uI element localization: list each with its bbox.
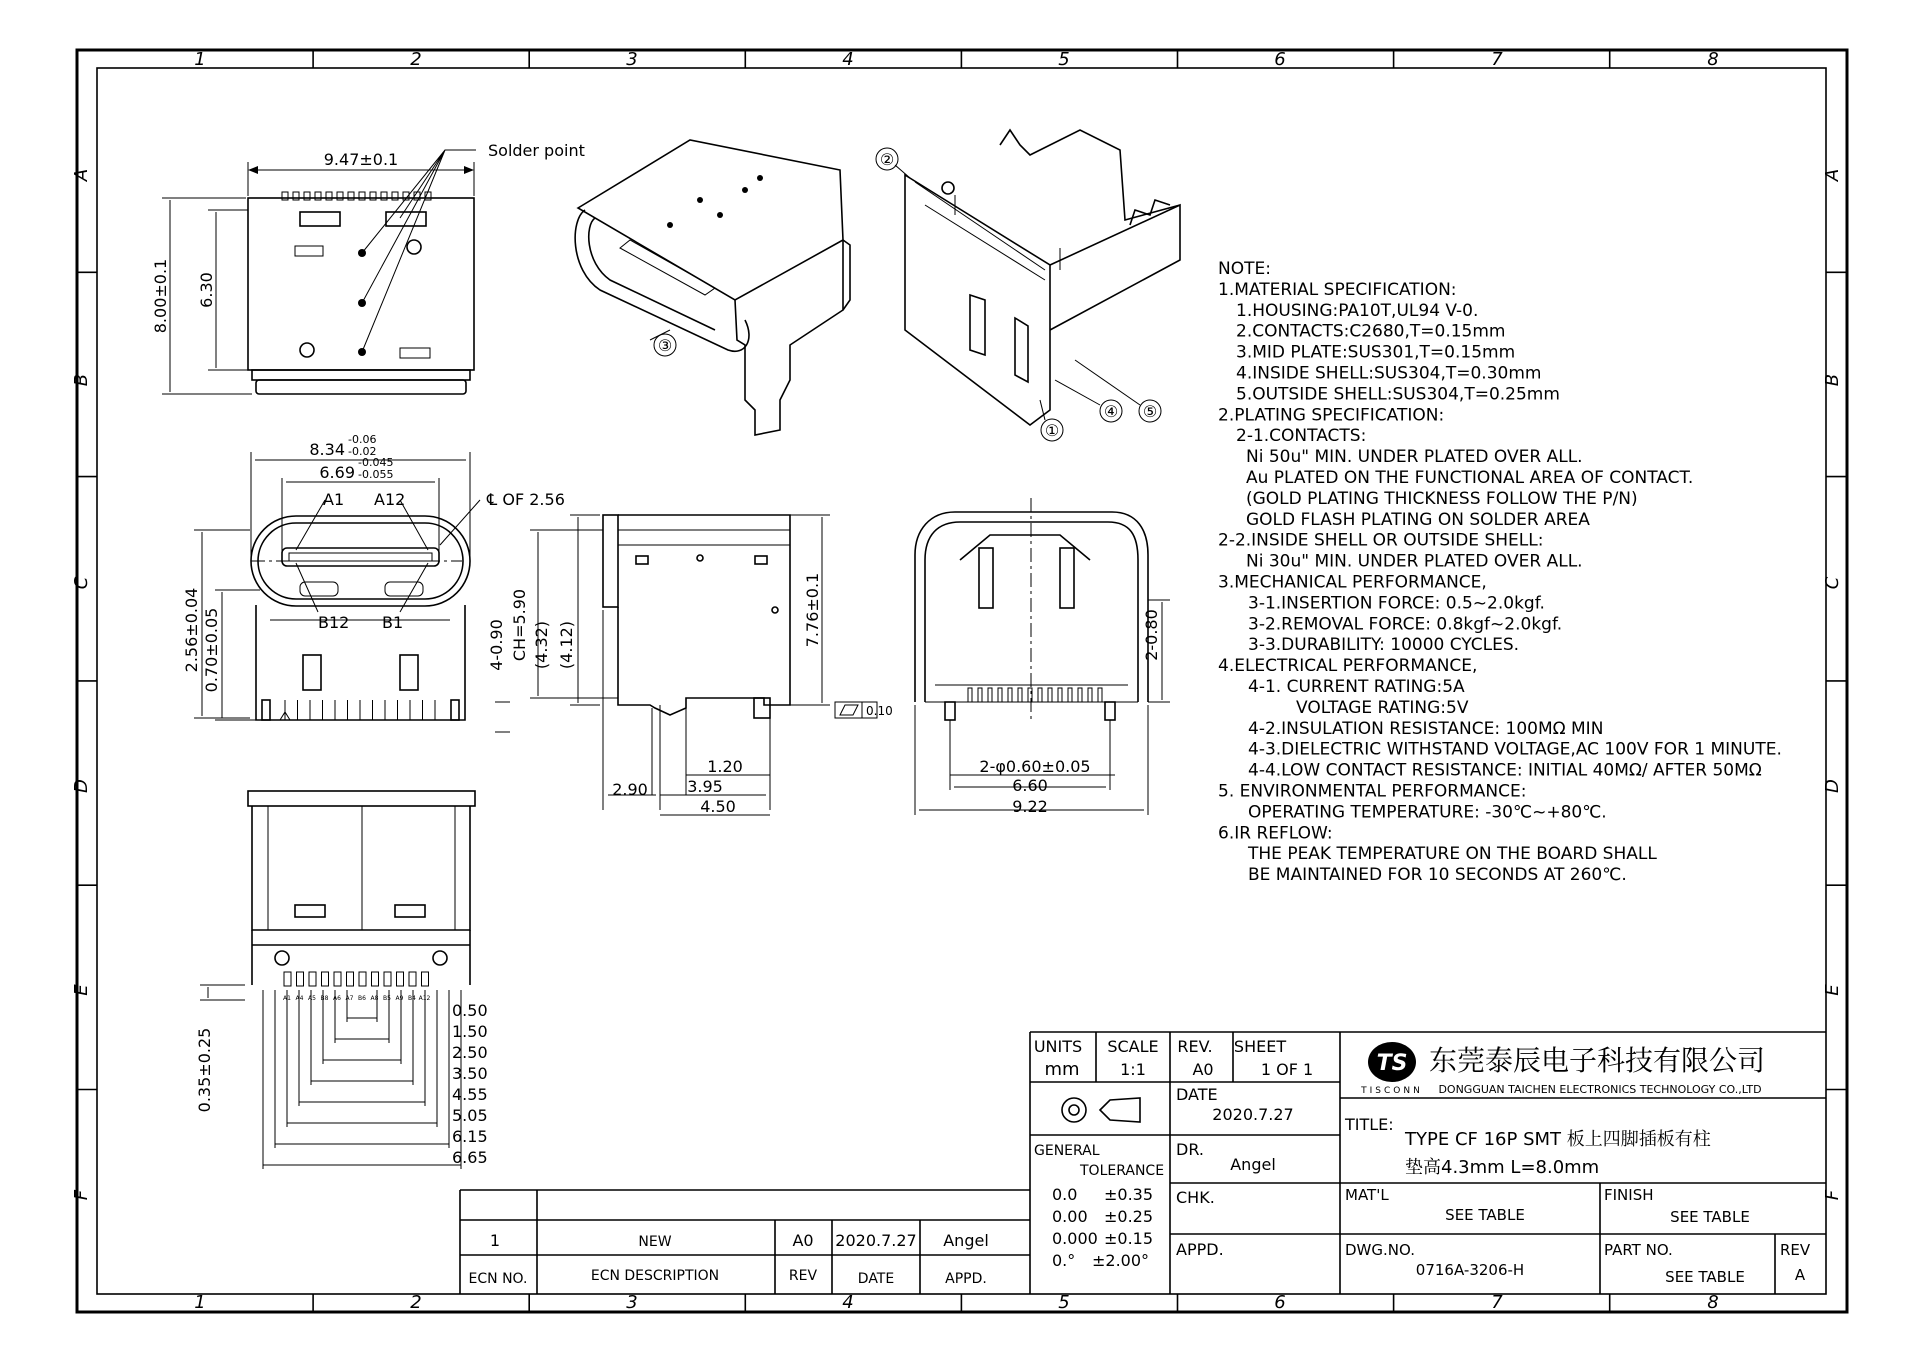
pin-label-a12: A12 (374, 490, 406, 509)
title-line-1: TYPE CF 16P SMT 板上四脚插板有柱 (1405, 1129, 1711, 1150)
row-labels-left (71, 169, 92, 1200)
pin-label-a1: A1 (323, 490, 345, 509)
contact-pin (1018, 688, 1022, 702)
ecn-row-date: 2020.7.27 (835, 1231, 917, 1250)
note-line: 4-4.LOW CONTACT RESISTANCE: INITIAL 40MΩ/ AFTER 50MΩ (1248, 760, 1762, 781)
ecn-row-appd: Angel (943, 1231, 989, 1250)
rear-hole-dim: 2-φ0.60±0.05 (979, 757, 1091, 776)
top-view (151, 141, 585, 394)
pitch-dim-value: 2.50 (452, 1043, 488, 1062)
note-line: 4-2.INSULATION RESISTANCE: 100MΩ MIN (1248, 718, 1604, 739)
tol-val: ±2.00° (1092, 1251, 1150, 1270)
pin-label: B6 (358, 995, 366, 1002)
note-line: 4-1. CURRENT RATING:5A (1248, 677, 1465, 697)
note-line: GOLD FLASH PLATING ON SOLDER AREA (1246, 509, 1590, 530)
isometric-view-front (575, 140, 850, 435)
col-label: 6 (1274, 1292, 1286, 1313)
contact-pin (968, 688, 972, 702)
rev2-value: A (1794, 1266, 1806, 1284)
contact-pin (359, 972, 366, 986)
pin-label: A4 (295, 995, 304, 1002)
pin-label-b1: B1 (382, 613, 404, 632)
ecn-row-desc: NEW (638, 1234, 672, 1250)
note-line: Ni 50u" MIN. UNDER PLATED OVER ALL. (1246, 447, 1583, 468)
tol-key: 0.0 (1052, 1185, 1078, 1204)
pin-label: A8 (370, 995, 379, 1002)
tolerance-label: TOLERANCE (1080, 1163, 1165, 1179)
front-inner-tol-dn: -0.055 (358, 468, 394, 481)
tol-key: 0.00 (1052, 1207, 1088, 1226)
units-label: UNITS (1033, 1037, 1083, 1056)
company-logo (1360, 1042, 1423, 1096)
row-label: F (1822, 1189, 1843, 1201)
tol-val: ±0.35 (1104, 1185, 1154, 1204)
top-width-dim: 9.47±0.1 (323, 150, 399, 169)
col-label: 7 (1491, 1292, 1503, 1313)
matl-label: MAT'L (1345, 1186, 1389, 1204)
note-line: 4.ELECTRICAL PERFORMANCE, (1218, 656, 1478, 677)
col-label: 1 (194, 49, 206, 70)
sheet-value: 1 OF 1 (1260, 1060, 1314, 1079)
contact-pin (384, 972, 391, 986)
date-label: DATE (1176, 1085, 1218, 1104)
row-label: A (71, 168, 92, 182)
note-line: 4-3.DIELECTRIC WITHSTAND VOLTAGE,AC 100V FOR 1 MINUTE. (1248, 739, 1782, 760)
rear-080-dim: 2-0.80 (1142, 609, 1161, 661)
note-line: 2.CONTACTS:C2680,T=0.15mm (1236, 321, 1506, 342)
callout-2: ② (879, 150, 895, 169)
company-name-en: DONGGUAN TAICHEN ELECTRONICS TECHNOLOGY CO.,LTD (1438, 1083, 1762, 1096)
note-line: 3-1.INSERTION FORCE: 0.5~2.0kgf. (1248, 593, 1545, 614)
bottom-035-dim: 0.35±0.25 (195, 1027, 214, 1113)
contact-pin (1048, 688, 1052, 702)
side-776-dim: 7.76±0.1 (803, 572, 822, 648)
col-label: 2 (410, 49, 422, 70)
contact-pin (309, 972, 316, 986)
note-line: NOTE: (1218, 259, 1271, 279)
row-label: F (71, 1189, 92, 1201)
row-label: D (1822, 779, 1843, 793)
pin-label: A1 (283, 995, 291, 1002)
contact-pin (978, 688, 982, 702)
pin-label-b12: B12 (318, 613, 350, 632)
pitch-dim-value: 6.15 (452, 1127, 488, 1146)
side-395-dim: 3.95 (687, 777, 723, 796)
contact-pin (409, 972, 416, 986)
col-label: 5 (1058, 49, 1070, 70)
tol-val: ±0.15 (1104, 1229, 1154, 1248)
title-label: TITLE: (1345, 1115, 1394, 1134)
side-ch-dim: CH=5.90 (510, 588, 529, 662)
top-inner-dim: 6.30 (197, 272, 216, 308)
front-outer-tol-dn: -0.02 (348, 445, 377, 458)
contact-pin (1038, 688, 1042, 702)
contact-pin (1068, 688, 1072, 702)
contact-pin (1098, 688, 1102, 702)
units-value: mm (1044, 1059, 1080, 1080)
column-labels-top (194, 49, 1718, 70)
row-label: A (1822, 168, 1843, 182)
pin-label: B4 (408, 995, 416, 1002)
isometric-view-shell (876, 130, 1180, 441)
note-line: 3.MECHANICAL PERFORMANCE, (1218, 572, 1487, 593)
col-label: 4 (842, 49, 854, 70)
contact-pin (347, 972, 354, 986)
ecn-row-no: 1 (489, 1231, 501, 1250)
rev-label: REV. (1177, 1037, 1213, 1056)
col-label: 5 (1058, 1292, 1070, 1313)
contact-pin (1088, 688, 1092, 702)
callout-3: ③ (657, 336, 673, 355)
note-line: 2-1.CONTACTS: (1236, 426, 1367, 447)
note-line: 5. ENVIRONMENTAL PERFORMANCE: (1218, 781, 1527, 802)
row-label: E (71, 984, 92, 996)
side-290-dim: 2.90 (612, 780, 648, 799)
chk-label: CHK. (1176, 1188, 1215, 1207)
ecn-header-date: DATE (857, 1271, 895, 1287)
front-inner-tol-up: -0.045 (358, 456, 394, 469)
title-line-2: 垫高4.3mm L=8.0mm (1405, 1157, 1600, 1178)
note-line: 6.IR REFLOW: (1218, 823, 1333, 844)
finish-value: SEE TABLE (1670, 1208, 1750, 1226)
dwg-value: 0716A-3206-H (1415, 1261, 1525, 1279)
appd-label: APPD. (1176, 1240, 1224, 1259)
note-line: 4.INSIDE SHELL:SUS304,T=0.30mm (1236, 363, 1542, 384)
pin-label: A7 (345, 995, 354, 1002)
pitch-dim-value: 5.05 (452, 1106, 488, 1125)
ecn-header-desc: ECN DESCRIPTION (590, 1268, 720, 1284)
note-line: OPERATING TEMPERATURE: -30℃~+80℃. (1248, 802, 1607, 823)
front-h1-dim: 2.56±0.04 (182, 587, 201, 673)
col-label: 3 (626, 1292, 638, 1313)
ecn-header-rev: REV (788, 1268, 818, 1284)
rear-660-dim: 6.60 (1012, 776, 1048, 795)
note-line: 1.HOUSING:PA10T,UL94 V-0. (1236, 300, 1479, 321)
ecn-table (460, 1190, 1030, 1294)
dwg-label: DWG.NO. (1345, 1241, 1415, 1259)
contact-pin (334, 972, 341, 986)
column-labels-bottom (194, 1292, 1718, 1313)
col-label: 7 (1491, 49, 1503, 70)
note-line: 5.OUTSIDE SHELL:SUS304,T=0.25mm (1236, 384, 1560, 405)
part-label: PART NO. (1604, 1241, 1673, 1259)
scale-label: SCALE (1107, 1037, 1159, 1056)
contact-pin (998, 688, 1002, 702)
row-label: C (1822, 576, 1843, 590)
note-line: 2-2.INSIDE SHELL OR OUTSIDE SHELL: (1218, 530, 1544, 551)
date-value: 2020.7.27 (1212, 1105, 1294, 1124)
general-tolerance-label: GENERAL (1034, 1143, 1100, 1159)
col-label: 4 (842, 1292, 854, 1313)
contact-pin (372, 972, 379, 986)
scale-value: 1:1 (1120, 1060, 1146, 1079)
note-line: 2.PLATING SPECIFICATION: (1218, 405, 1445, 426)
note-line: THE PEAK TEMPERATURE ON THE BOARD SHALL (1248, 844, 1657, 865)
callout-4: ④ (1103, 402, 1119, 421)
tol-key: 0.000 (1052, 1229, 1098, 1248)
pitch-dim-value: 3.50 (452, 1064, 488, 1083)
top-height-dim: 8.00±0.1 (151, 258, 170, 334)
contact-pin (1058, 688, 1062, 702)
rev-value: A0 (1192, 1060, 1214, 1079)
front-inner-dim: 6.69 (319, 463, 355, 482)
front-outer-tol-up: -0.06 (348, 433, 377, 446)
side-view (487, 515, 893, 816)
row-label: D (71, 779, 92, 793)
tol-key: 0.° (1052, 1251, 1076, 1270)
pin-label: B5 (383, 995, 391, 1002)
row-label: C (71, 576, 92, 590)
tol-val: ±0.25 (1104, 1207, 1154, 1226)
note-line: (GOLD PLATING THICKNESS FOLLOW THE P/N) (1246, 488, 1638, 509)
svg-text:TS: TS (1376, 1051, 1408, 1076)
contact-pin (297, 972, 304, 986)
pin-label: B8 (320, 995, 329, 1002)
pitch-dim-value: 1.50 (452, 1022, 488, 1041)
contact-pin (322, 972, 329, 986)
note-line: 3-3.DURABILITY: 10000 CYCLES. (1248, 635, 1520, 656)
pin-label: A5 (308, 995, 316, 1002)
note-line: 3.MID PLATE:SUS301,T=0.15mm (1236, 342, 1516, 363)
company-name-cn: 东莞泰辰电子科技有限公司 (1428, 1044, 1766, 1077)
matl-value: SEE TABLE (1445, 1206, 1525, 1224)
col-label: 2 (410, 1292, 422, 1313)
contact-pin (1078, 688, 1082, 702)
col-label: 8 (1707, 49, 1719, 70)
side-432-dim: (4.32) (532, 620, 551, 670)
ecn-row-rev: A0 (792, 1231, 814, 1250)
rear-922-dim: 9.22 (1012, 797, 1048, 816)
pin-label: A6 (333, 995, 341, 1002)
col-label: 8 (1707, 1292, 1719, 1313)
solder-point-callout: Solder point (488, 141, 585, 160)
row-label: B (1822, 373, 1843, 387)
side-450-dim: 4.50 (700, 797, 736, 816)
rear-view (915, 498, 1170, 816)
front-centerline-label: ℄ OF 2.56 (487, 490, 565, 509)
pin-label: A9 (395, 995, 404, 1002)
row-label: B (71, 373, 92, 387)
note-line: 3-2.REMOVAL FORCE: 0.8kgf~2.0kgf. (1248, 614, 1563, 635)
front-view (182, 433, 565, 720)
pitch-dim-value: 0.50 (452, 1001, 488, 1020)
contact-pin (397, 972, 404, 986)
contact-pin (988, 688, 992, 702)
side-a-dim: 4-0.90 (487, 619, 506, 671)
callout-5: ⑤ (1142, 402, 1158, 421)
sheet-label: SHEET (1233, 1037, 1287, 1056)
part-value: SEE TABLE (1665, 1268, 1745, 1286)
side-120-dim: 1.20 (707, 757, 743, 776)
front-outer-dim: 8.34 (309, 440, 345, 459)
col-label: 1 (194, 1292, 206, 1313)
row-label: E (1822, 984, 1843, 996)
note-line: 1.MATERIAL SPECIFICATION: (1218, 279, 1457, 300)
finish-label: FINISH (1604, 1186, 1654, 1204)
dr-value: Angel (1230, 1155, 1276, 1174)
rev2-label: REV (1780, 1241, 1811, 1259)
dr-label: DR. (1176, 1140, 1204, 1159)
pitch-dim-value: 4.55 (452, 1085, 488, 1104)
front-h2-dim: 0.70±0.05 (202, 607, 221, 693)
note-line: Au PLATED ON THE FUNCTIONAL AREA OF CONTACT. (1246, 468, 1694, 488)
callout-1: ① (1044, 421, 1060, 440)
pin-label: A12 (418, 995, 431, 1002)
col-label: 6 (1274, 49, 1286, 70)
contact-pin (284, 972, 291, 986)
notes-block (1218, 259, 1782, 885)
ecn-header-no: ECN NO. (468, 1271, 528, 1287)
pitch-dim-value: 6.65 (452, 1148, 488, 1167)
row-labels-right (1822, 169, 1843, 1200)
logo-text: TISCONN (1361, 1086, 1423, 1096)
contact-pin (422, 972, 429, 986)
note-line: Ni 30u" MIN. UNDER PLATED OVER ALL. (1246, 551, 1583, 572)
flatness-value: 0.10 (866, 704, 893, 718)
note-line: VOLTAGE RATING:5V (1296, 697, 1469, 718)
title-block (1030, 1032, 1826, 1294)
col-label: 3 (626, 49, 638, 70)
bottom-view (195, 791, 488, 1169)
side-412-dim: (4.12) (557, 620, 576, 670)
note-line: BE MAINTAINED FOR 10 SECONDS AT 260℃. (1248, 865, 1627, 886)
ecn-header-appd: APPD. (945, 1271, 987, 1287)
contact-pin (1008, 688, 1012, 702)
